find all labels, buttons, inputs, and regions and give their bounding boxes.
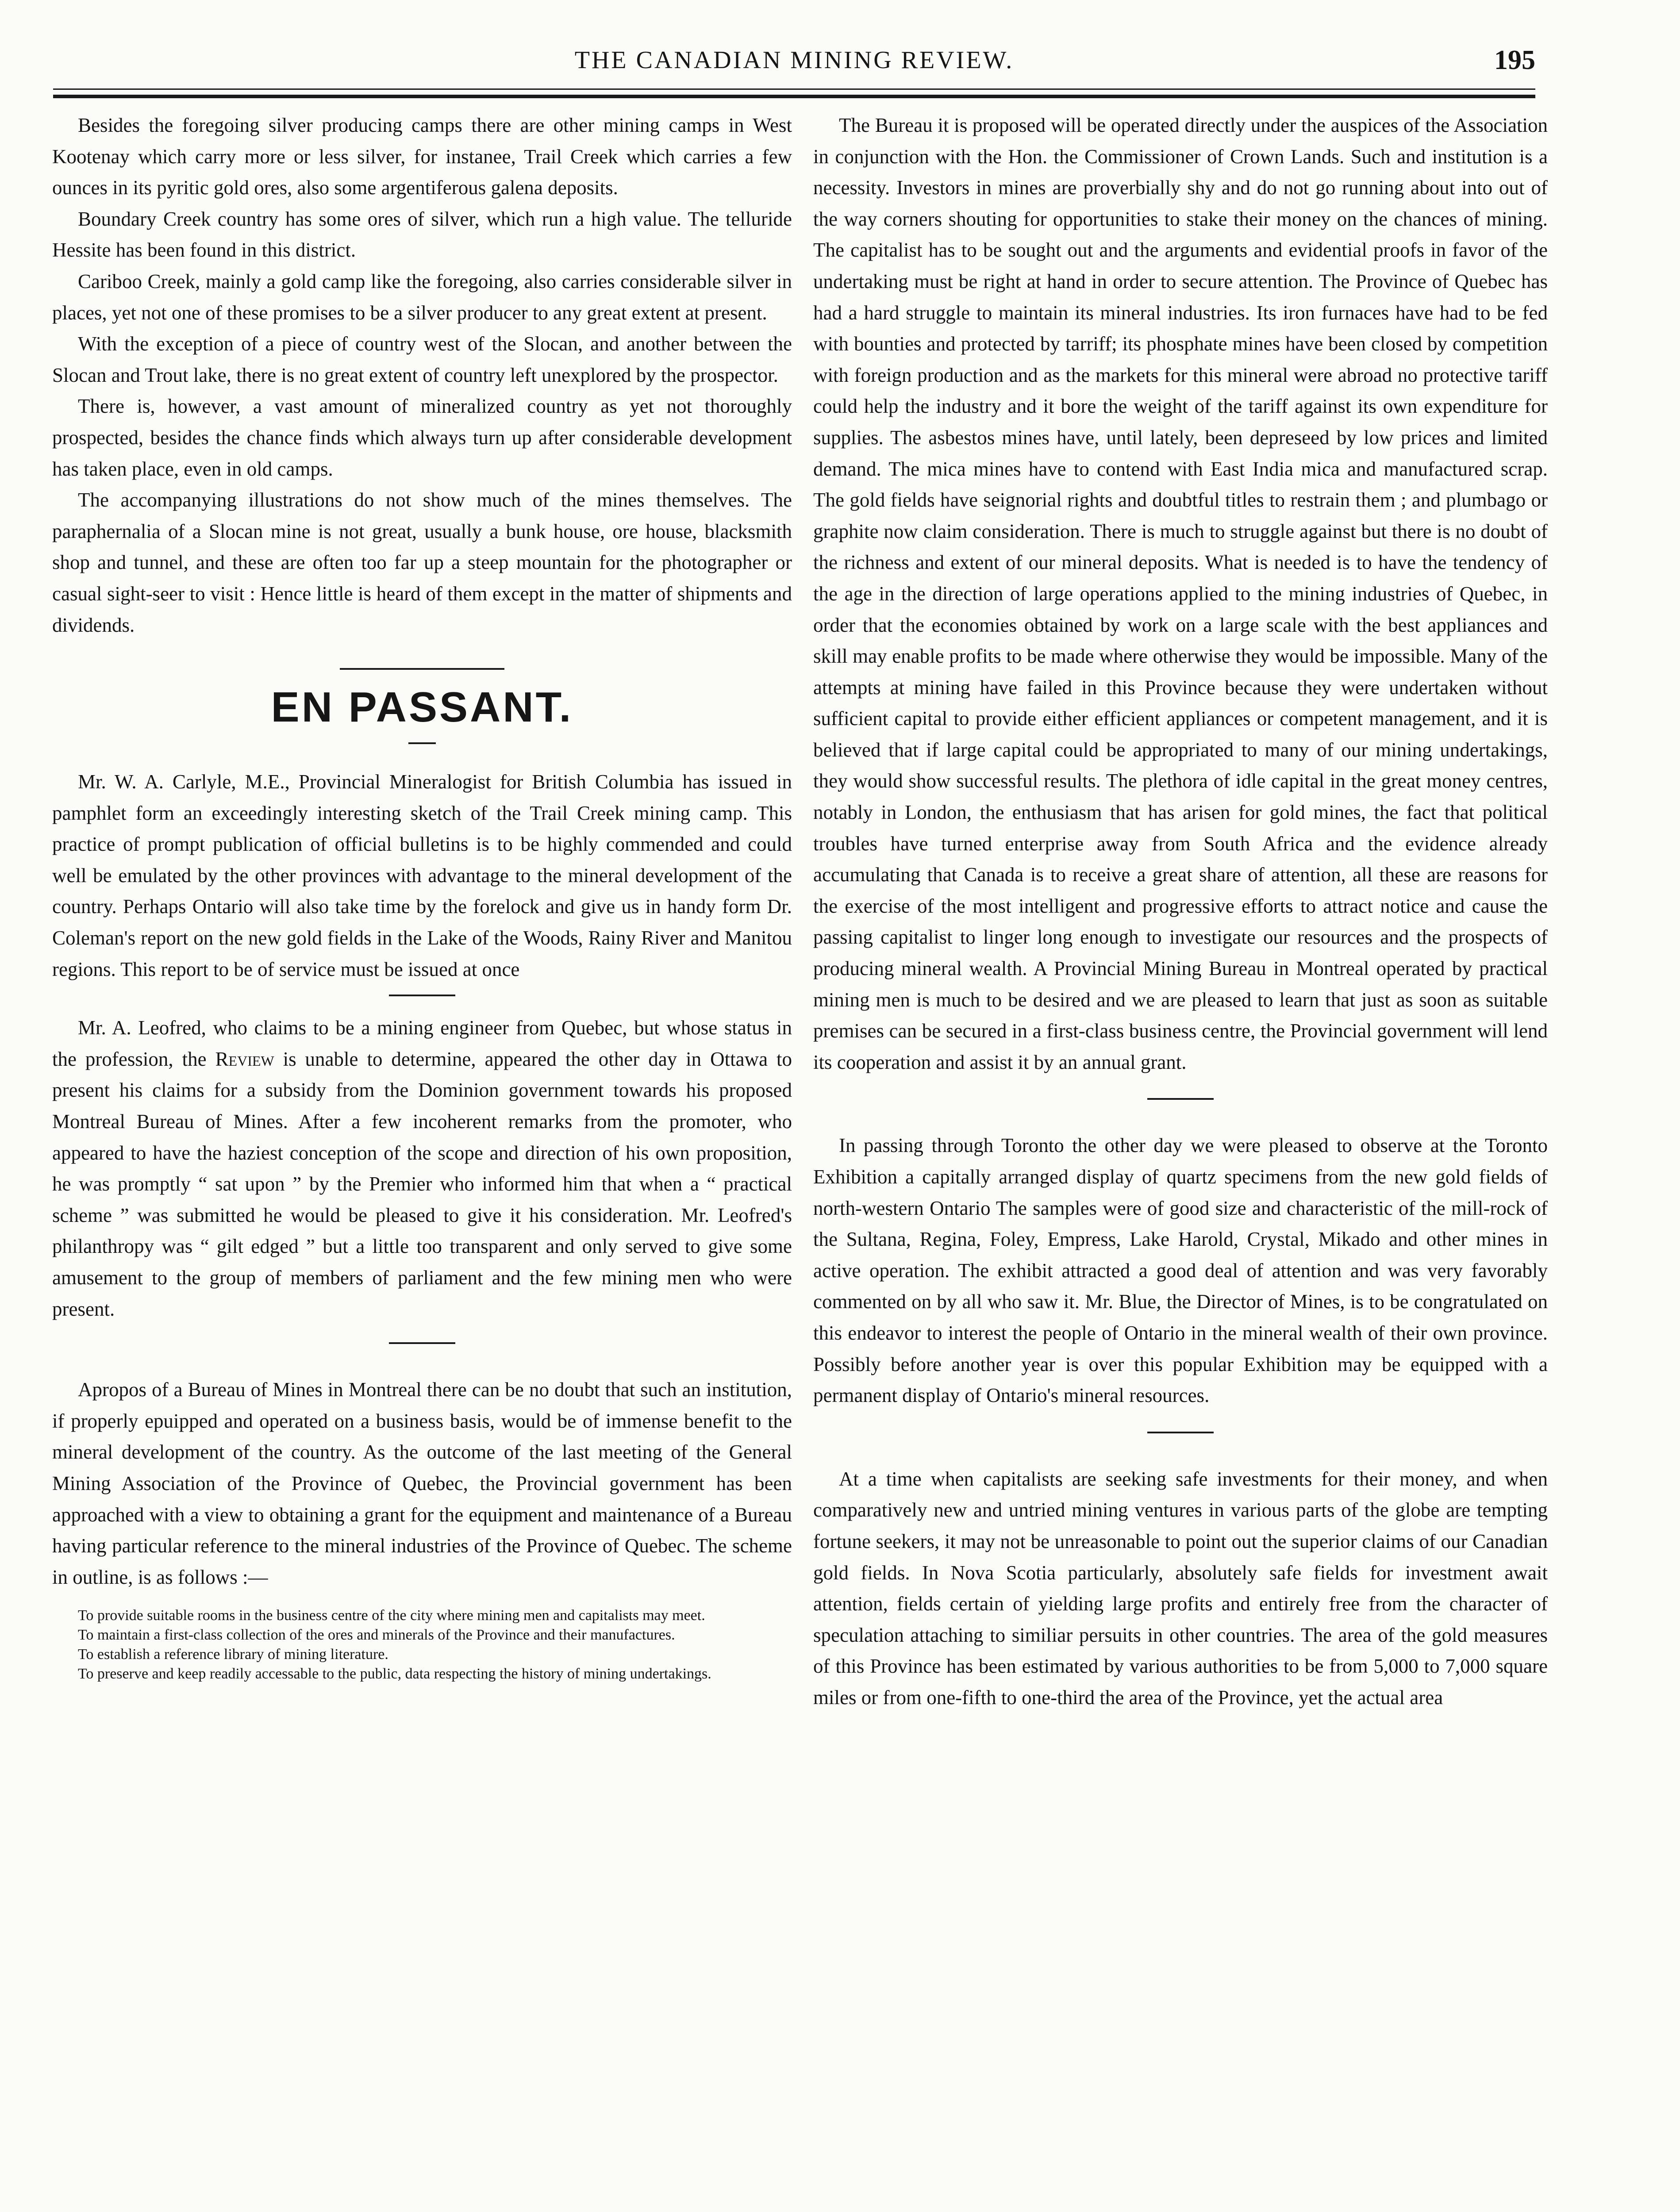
- item-divider-rule: [389, 1342, 455, 1344]
- running-head: [53, 42, 1535, 78]
- item-divider-rule: [1147, 1098, 1214, 1100]
- title-dash: [408, 742, 436, 744]
- journal-title: THE CANADIAN MINING REVIEW.: [574, 46, 1014, 74]
- leofred-text-2: is unable to determine, appeared the other day in Ottawa to present his claims for a subsidy from the Dominion government towards his proposed Montreal Bureau of Mines. After a few incoherent remarks from the promoter, who appeared to have the haziest conception of the scope and direction of his own proposition, he was promptly “ sat upon ” by the Premier who informed him that when a “ practical scheme ” was submitted he would be pleased to give it his consideration. Mr. Leofred's philanthropy was “ gilt edged ” but a little too transparent and only served to give some amusement to the group of members of parliament and the few mining men who were present.: [52, 1048, 792, 1320]
- leofred-text-1: Mr. A. Leofred, who claims to be a mining engineer from Quebec, but whose status in the profession, the: [52, 1017, 792, 1070]
- header-rule-thick: [53, 95, 1535, 98]
- scheme-item: To preserve and keep readily accessable to the public, data respecting the history of mining undertakings.: [78, 1666, 711, 1682]
- paragraph-leofred: [52, 1012, 792, 1325]
- item-divider-rule: [1147, 1432, 1214, 1433]
- paragraph-mineralized-country: There is, however, a vast amount of mineralized country as yet not thoroughly prospected, besides the chance finds which always turn up after considerable development has taken place, even in old camps.: [52, 395, 792, 480]
- paragraph-boundary-creek: Boundary Creek country has some ores of silver, which run a high value. The telluride Hessite has been found in this district.: [52, 207, 792, 261]
- scheme-item: To establish a reference library of mining literature.: [78, 1646, 388, 1663]
- section-title: EN PASSANT.: [271, 684, 573, 731]
- header-rule-thin: [53, 88, 1535, 90]
- page-number: 195: [1494, 45, 1535, 75]
- paragraph-bureau-of-mines: Apropos of a Bureau of Mines in Montreal there can be no doubt that such an institution, if properly epuipped and operated on a business basis, would be of immense benefit to the mineral development of the country. As the outcome of the last meeting of the General Mining Association of the Province of Quebec, the Provincial government has been approached with a view to obtaining a grant for the equipment and maintenance of a Bureau having particular reference to the mineral industries of the Province of Quebec. The scheme in outline, is as follows :—: [52, 1379, 792, 1588]
- paragraph-toronto-exhibition: In passing through Toronto the other day we were pleased to observe at the Toronto Exhibition a capitally arranged display of quartz specimens from the new gold fields of north-western Ontario The samples were of good size and characteristic of the mill-rock of the Sultana, Regina, Foley, Empress, Lake Harold, Crystal, Mikado and other mines in active operation. The exhibit attracted a good deal of attention and was very favorably commented on by all who saw it. Mr. Blue, the Director of Mines, is to be congratulated on this endeavor to interest the people of Ontario in the mineral wealth of their own province. Possibly before another year is over this popular Exhibition may be equipped with a permanent display of Ontario's mineral resources.: [813, 1134, 1548, 1407]
- item-divider-rule: [389, 995, 455, 996]
- left-column: [52, 110, 792, 1684]
- review-name: Review: [215, 1048, 274, 1070]
- paragraph-capitalists: At a time when capitalists are seeking safe investments for their money, and when comparatively new and untried mining ventures in various parts of the globe are tempting fortune seekers, it may not be unreasonable to point out the superior claims of our Canadian gold fields. In Nova Scotia particularly, absolutely safe fields for investment await attention, fields certain of yielding large profits and entirely free from the character of speculation attaching to similiar persuits in other countries. The area of the gold measures of this Province has been estimated by various authorities to be from 5,000 to 7,000 square miles or from one-fifth to one-third the area of the Province, yet the actual area: [813, 1467, 1548, 1709]
- paragraph-carlyle: Mr. W. A. Carlyle, M.E., Provincial Mineralogist for British Columbia has issued in pamphlet form an exceedingly interesting sketch of the Trail Creek mining camp. This practice of prompt publication of official bulletins is to be highly commended and could well be emulated by the other provinces with advantage to the mineral development of the country. Perhaps Ontario will also take time by the forelock and give us in handy form Dr. Coleman's report on the new gold fields in the Lake of the Woods, Rainy River and Manitou regions. This report to be of service must be issued at once: [52, 771, 792, 980]
- scheme-item: To provide suitable rooms in the business centre of the city where mining men and capitalists may meet.: [78, 1607, 705, 1624]
- paragraph-cariboo-creek: Cariboo Creek, mainly a gold camp like the foregoing, also carries considerable silver in places, yet not one of these promises to be a silver producer to any great extent at present.: [52, 270, 792, 324]
- scheme-item: To maintain a first-class collection of the ores and minerals of the Province and their manufactures.: [78, 1627, 675, 1644]
- paragraph-illustrations: The accompanying illustrations do not show much of the mines themselves. The paraphernalia of a Slocan mine is not great, usually a bunk house, ore house, blacksmith shop and tunnel, and these are often too far up a steep mountain for the photographer or casual sight-seer to visit : Hence little is heard of them except in the matter of shipments and dividends.: [52, 489, 792, 636]
- section-divider-rule: [340, 668, 504, 670]
- paragraph-unexplored-country: With the exception of a piece of country west of the Slocan, and another between the Slocan and Trout lake, there is no great extent of country left unexplored by the prospector.: [52, 333, 792, 386]
- paragraph-west-kootenay: Besides the foregoing silver producing camps there are other mining camps in West Kootenay which carry more or less silver, for instanee, Trail Creek which carries a few ounces in its pyritic gold ores, also some argentiferous galena deposits.: [52, 114, 792, 199]
- right-column: [813, 110, 1548, 1713]
- paragraph-bureau-continued: The Bureau it is proposed will be operated directly under the auspices of the Association in conjunction with the Hon. the Commissioner of Crown Lands. Such and institution is a necessity. Investors in mines are proverbially shy and do not go running about into out of the way corners shouting for opportunities to stake their money on the chances of mining. The capitalist has to be sought out and the arguments and evidential proofs in favor of the undertaking must be right at hand in order to secure attention. The Province of Quebec has had a hard struggle to maintain its mineral industries. Its iron furnaces have had to be fed with bounties and protected by tarriff; its phosphate mines have been closed by competition with foreign production and as the markets for this mineral were abroad no protective tariff could help the industry and it bore the weight of the tariff against its own expenditure for supplies. The asbestos mines have, until lately, been depreseed by low prices and limited demand. The mica mines have to contend with East India mica and manufactured scrap. The gold fields have seignorial rights and doubtful titles to restrain them ; and plumbago or graphite now claim consideration. There is much to struggle against but there is no doubt of the richness and extent of our mineral deposits. What is needed is to have the tendency of the age in the direction of large operations applied to the mining industries of Quebec, in order that the economies obtained by work on a large scale with the best appliances and skill may enable profits to be made where otherwise they would be impossible. Many of the attempts at mining have failed in this Province because they were undertaken without sufficient capital to provide either efficient appliances or competent management, and it is believed that if large capital could be appropriated to many of our mining undertakings, they would show successful results. The plethora of idle capital in the great money centres, notably in London, the enthusiasm that has arisen for gold mines, the fact that political troubles have turned enterprise away from South Africa and the evidence already accumulating that Canada is to receive a great share of attention, all these are reasons for the exercise of the most intelligent and progressive efforts to attract notice and cause the passing capitalist to linger long enough to investigate our resources and the prospects of producing mineral wealth. A Provincial Mining Bureau in Montreal operated by practical mining men is much to be desired and we are pleased to learn that just as soon as suitable premises can be secured in a first-class business centre, the Provincial government will lend its cooperation and assist it by an annual grant.: [813, 114, 1548, 1073]
